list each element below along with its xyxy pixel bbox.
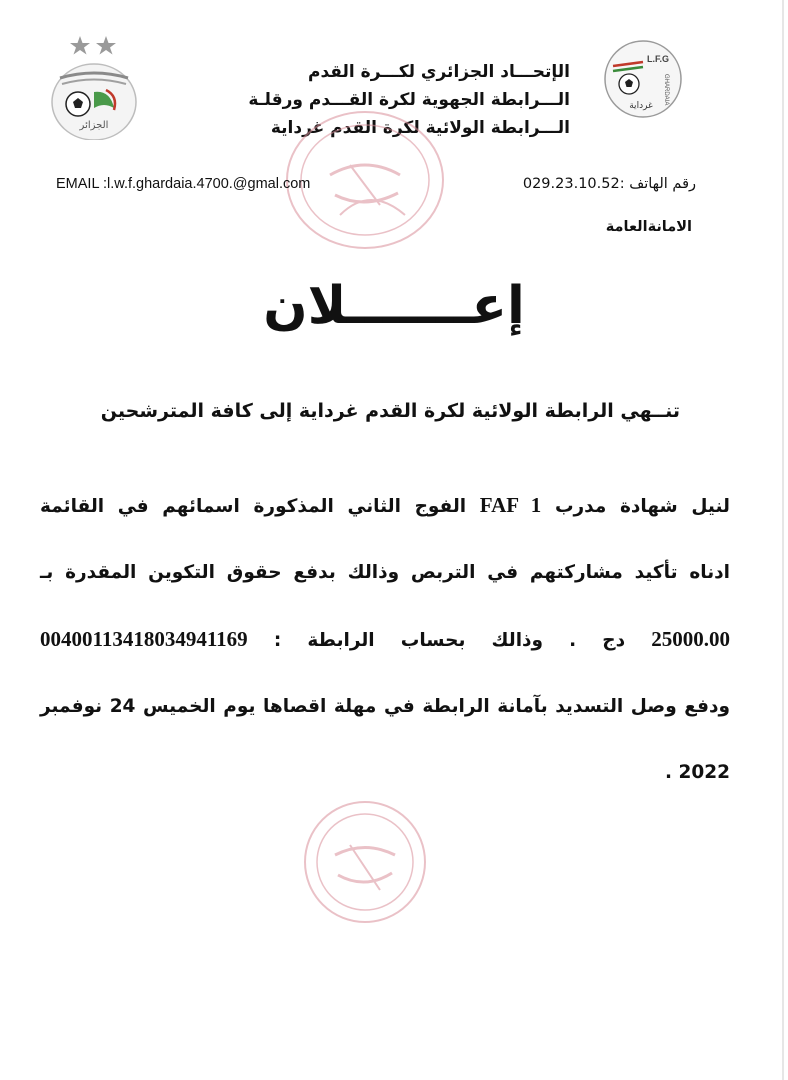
body-line-1: [40, 472, 730, 540]
phone-text: رقم الهاتف :029.23.10.52: [522, 176, 696, 192]
contact-row: [56, 176, 696, 198]
fee-amount: 25000.00: [651, 627, 730, 651]
announcement-intro: تنــهي الرابطة الولائية لكرة القدم غرداية إلى كافة المترشحين: [100, 400, 680, 422]
right-logo-caption: غرداية: [629, 101, 653, 111]
course-code: FAF 1: [479, 493, 542, 517]
right-logo-side: GHARDAIA: [663, 74, 669, 106]
line1-end: الفوج الثاني المذكورة اسمائهم في القائمة: [40, 496, 467, 517]
right-logo-letters: L.F.G: [647, 54, 669, 64]
announcement-title: إعـــــــلان: [263, 276, 525, 336]
body-line-3: [40, 606, 730, 674]
body-line-2: ادناه تأكيد مشاركتهم في التربص وذالك بدفع حقوق التكوين المقدرة بـ: [40, 562, 730, 583]
scan-edge: [782, 0, 784, 1080]
body-line-4: ودفع وصل التسديد بآمانة الرابطة في مهلة اقصاها يوم الخميس 24 نوفمبر: [40, 696, 730, 717]
email-text: EMAIL :l.w.f.ghardaia.4700.@gmal.com: [56, 176, 311, 192]
department-label: الامانةالعامة: [605, 219, 692, 235]
body-line-5: 2022 .: [665, 762, 730, 783]
line1-start: لنيل شهادة مدرب: [554, 496, 730, 517]
lfg-logo-icon: [603, 38, 683, 120]
account-number: 00400113418034941169: [40, 627, 248, 651]
federation-title: الإتحـــاد الجزائري لكـــرة القدم: [308, 62, 570, 82]
bottom-stamp-icon: [300, 795, 430, 930]
left-logo-caption: الجزائر: [79, 120, 109, 131]
line3-text: دج . وذالك بحساب الرابطة :: [273, 630, 626, 651]
regional-league-title: الـــرابطة الجهوية لكرة القـــدم ورقلـة: [248, 90, 570, 110]
wilaya-league-title: الـــرابطة الولائية لكرة القدم غرداية: [270, 118, 570, 138]
faf-logo-icon: [48, 30, 140, 140]
announcement-body: [40, 472, 730, 806]
